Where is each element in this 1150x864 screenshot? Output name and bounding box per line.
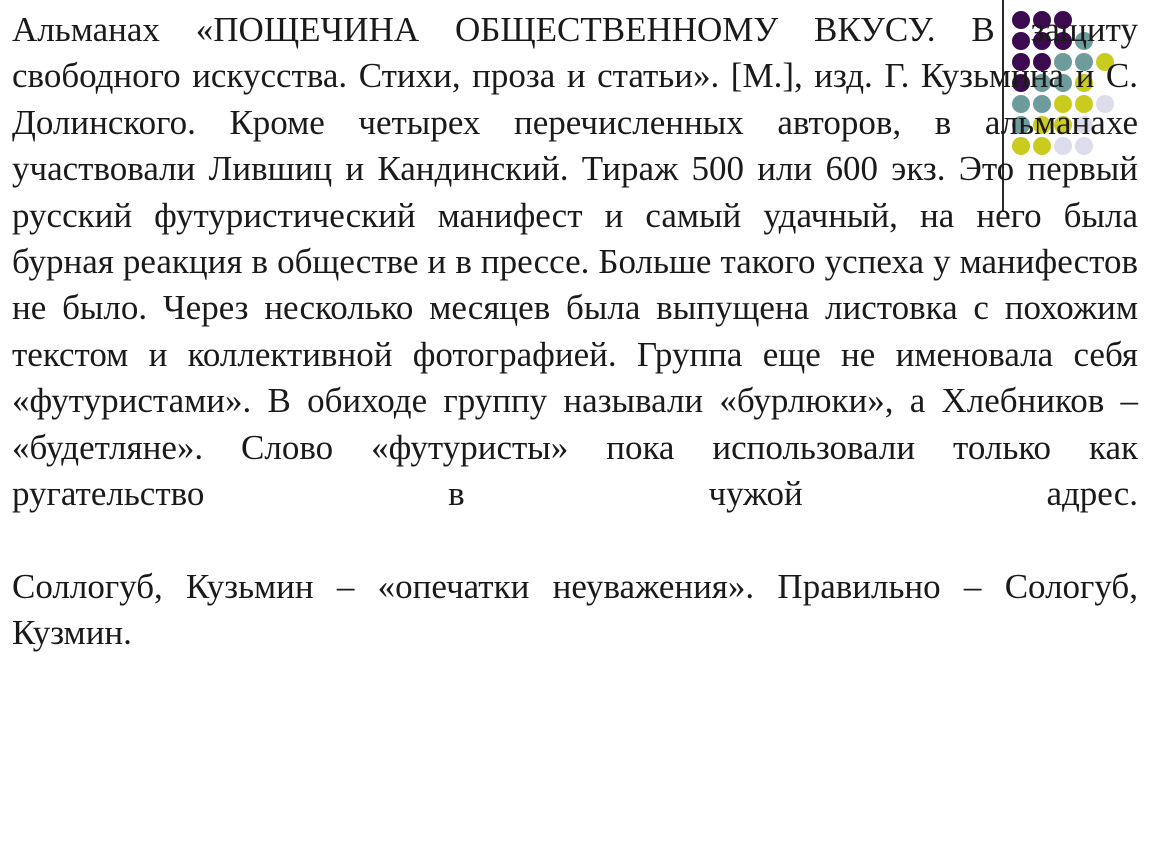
slide-text-body [12, 7, 1138, 657]
paragraph-almanac-description: Альманах «ПОЩЕЧИНА ОБЩЕСТВЕННОМУ ВКУСУ. В защиту свободного искусства. Стихи, проза и статьи». [М.], изд. Г. Кузьмина и С. Долинского. Кроме четырех перечисленных авторов, в альманахе участвовали Лившиц и Кандинский. Тираж 500 или 600 экз. Это первый русский футуристический манифест и самый удачный, на него была бурная реакция в обществе и в прессе. Больше такого успеха у манифестов не было. Через несколько месяцев была выпущена листовка с похожим текстом и коллективной фотографией. Группа еще не именовала себя «футуристами». В обиходе группу называли «бурлюки», а Хлебников – «будетляне». Слово «футуристы» пока использовали только как ругательство в чужой адрес. [12, 10, 1138, 514]
paragraph-misprint-note: Соллогуб, Кузьмин – «опечатки неуважения». Правильно – Сологуб, Кузмин. [12, 566, 1138, 653]
